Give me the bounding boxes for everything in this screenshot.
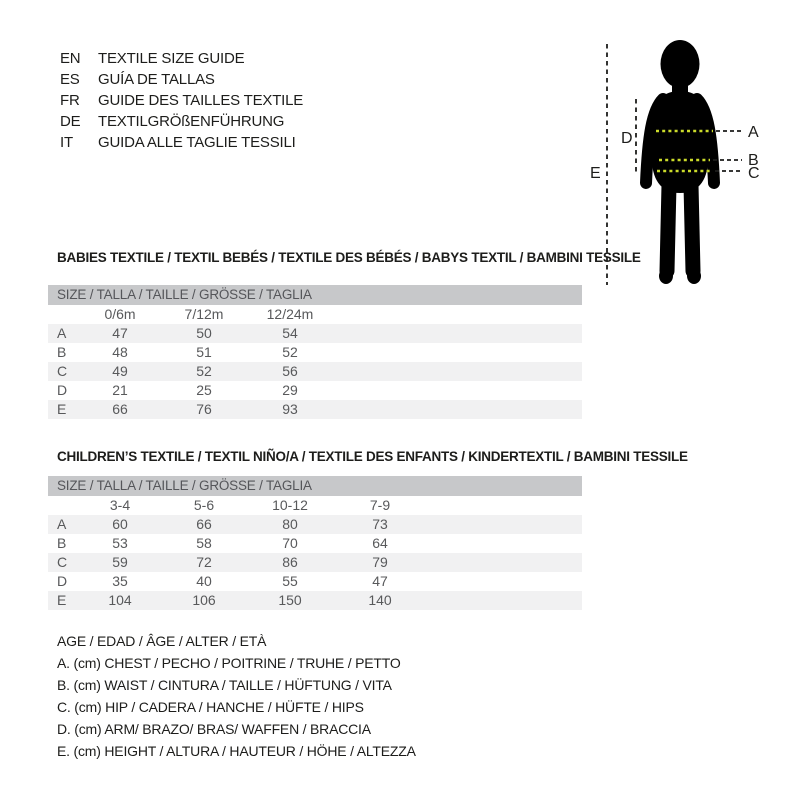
row-label: D xyxy=(57,573,68,589)
cell: 21 xyxy=(112,382,128,398)
cell: 56 xyxy=(282,363,298,379)
table-row xyxy=(48,343,582,362)
language-code: DE xyxy=(60,113,81,130)
column-header: 7/12m xyxy=(184,306,224,322)
cell: 49 xyxy=(112,363,128,379)
column-header-empty xyxy=(334,305,426,324)
cell: 58 xyxy=(196,535,212,551)
language-code: FR xyxy=(60,92,80,109)
cell: 52 xyxy=(196,363,212,379)
babies-section-title: BABIES TEXTILE / TEXTIL BEBÉS / TEXTILE DES BÉBÉS / BABYS TEXTIL / BAMBINI TESSILE xyxy=(57,250,641,265)
language-row-fr xyxy=(60,90,303,111)
column-header: 7-9 xyxy=(369,497,391,513)
babies-column-header-row xyxy=(48,305,582,324)
legend-hip: C. (cm) HIP / CADERA / HANCHE / HÜFTE / HIPS xyxy=(57,699,364,715)
column-header: 5-6 xyxy=(193,497,215,513)
column-header: 12/24m xyxy=(266,306,314,322)
cell: 35 xyxy=(112,573,128,589)
cell: 55 xyxy=(282,573,298,589)
corner-cell xyxy=(48,496,78,515)
row-label: C xyxy=(57,554,68,570)
row-label: A xyxy=(57,325,67,341)
cell: 93 xyxy=(282,401,298,417)
language-code: IT xyxy=(60,134,73,151)
cell-empty xyxy=(334,343,426,362)
table-row xyxy=(48,381,582,400)
cell: 106 xyxy=(192,592,216,608)
column-header: 10-12 xyxy=(272,497,308,513)
cell: 25 xyxy=(196,382,212,398)
legend-height: E. (cm) HEIGHT / ALTURA / HAUTEUR / HÖHE / ALTEZZA xyxy=(57,743,416,759)
cell: 80 xyxy=(282,516,298,532)
cell: 59 xyxy=(112,554,128,570)
row-label: B xyxy=(57,344,67,360)
cell: 66 xyxy=(112,401,128,417)
row-label: A xyxy=(57,516,67,532)
waist-label: B xyxy=(748,152,759,169)
cell: 60 xyxy=(112,516,128,532)
guide-title-fr: GUIDE DES TAILLES TEXTILE xyxy=(98,92,304,109)
cell: 48 xyxy=(112,344,128,360)
row-label: B xyxy=(57,535,67,551)
cell: 70 xyxy=(282,535,298,551)
children-size-table xyxy=(48,476,582,610)
babies-size-header-bar: SIZE / TALLA / TAILLE / GRÖSSE / TAGLIA xyxy=(48,285,582,305)
cell-empty xyxy=(334,362,426,381)
column-header: 0/6m xyxy=(104,306,136,322)
cell: 104 xyxy=(108,592,132,608)
column-header: 3-4 xyxy=(109,497,131,513)
cell-empty xyxy=(334,324,426,343)
language-code: ES xyxy=(60,71,80,88)
guide-title-de: TEXTILGRÖßENFÜHRUNG xyxy=(98,113,285,130)
cell: 29 xyxy=(282,382,298,398)
cell: 73 xyxy=(372,516,388,532)
cell: 79 xyxy=(372,554,388,570)
table-row xyxy=(48,515,582,534)
cell: 76 xyxy=(196,401,212,417)
children-section-title: CHILDREN’S TEXTILE / TEXTIL NIÑO/A / TEXTILE DES ENFANTS / KINDERTEXTIL / BAMBINI TESSILE xyxy=(57,449,688,464)
cell: 150 xyxy=(278,592,302,608)
cell: 66 xyxy=(196,516,212,532)
language-title-list xyxy=(60,48,303,153)
cell: 64 xyxy=(372,535,388,551)
corner-cell xyxy=(48,305,78,324)
cell: 52 xyxy=(282,344,298,360)
cell-empty xyxy=(334,400,426,419)
cell: 47 xyxy=(112,325,128,341)
cell: 140 xyxy=(368,592,392,608)
language-row-es xyxy=(60,69,303,90)
hip-label: C xyxy=(748,165,760,182)
row-label: C xyxy=(57,363,68,379)
chest-label: A xyxy=(748,124,759,141)
cell: 40 xyxy=(196,573,212,589)
cell: 53 xyxy=(112,535,128,551)
table-row xyxy=(48,591,582,610)
cell: 54 xyxy=(282,325,298,341)
table-row xyxy=(48,572,582,591)
language-row-it xyxy=(60,132,303,153)
language-row-en xyxy=(60,48,303,69)
cell: 72 xyxy=(196,554,212,570)
row-label: D xyxy=(57,382,68,398)
guide-title-it: GUIDA ALLE TAGLIE TESSILI xyxy=(98,134,296,151)
children-size-header-bar: SIZE / TALLA / TAILLE / GRÖSSE / TAGLIA xyxy=(48,476,582,496)
table-row xyxy=(48,362,582,381)
legend-arm: D. (cm) ARM/ BRAZO/ BRAS/ WAFFEN / BRACCIA xyxy=(57,721,371,737)
table-row xyxy=(48,324,582,343)
cell-empty xyxy=(334,381,426,400)
height-label: E xyxy=(590,165,601,182)
guide-title-en: TEXTILE SIZE GUIDE xyxy=(98,50,245,67)
table-row xyxy=(48,534,582,553)
row-label: E xyxy=(57,592,67,608)
arm-label: D xyxy=(621,130,633,147)
measurement-legend xyxy=(57,630,416,762)
cell: 50 xyxy=(196,325,212,341)
legend-waist: B. (cm) WAIST / CINTURA / TAILLE / HÜFTUNG / VITA xyxy=(57,677,392,693)
babies-size-table xyxy=(48,285,582,419)
children-column-header-row xyxy=(48,496,582,515)
row-label: E xyxy=(57,401,67,417)
child-silhouette-icon xyxy=(646,40,714,284)
language-row-de xyxy=(60,111,303,132)
guide-title-es: GUÍA DE TALLAS xyxy=(98,71,215,88)
cell: 86 xyxy=(282,554,298,570)
cell: 51 xyxy=(196,344,212,360)
cell: 47 xyxy=(372,573,388,589)
language-code: EN xyxy=(60,50,81,67)
legend-chest: A. (cm) CHEST / PECHO / POITRINE / TRUHE / PETTO xyxy=(57,655,401,671)
legend-age: AGE / EDAD / ÂGE / ALTER / ETÀ xyxy=(57,633,267,649)
table-row xyxy=(48,553,582,572)
table-row xyxy=(48,400,582,419)
